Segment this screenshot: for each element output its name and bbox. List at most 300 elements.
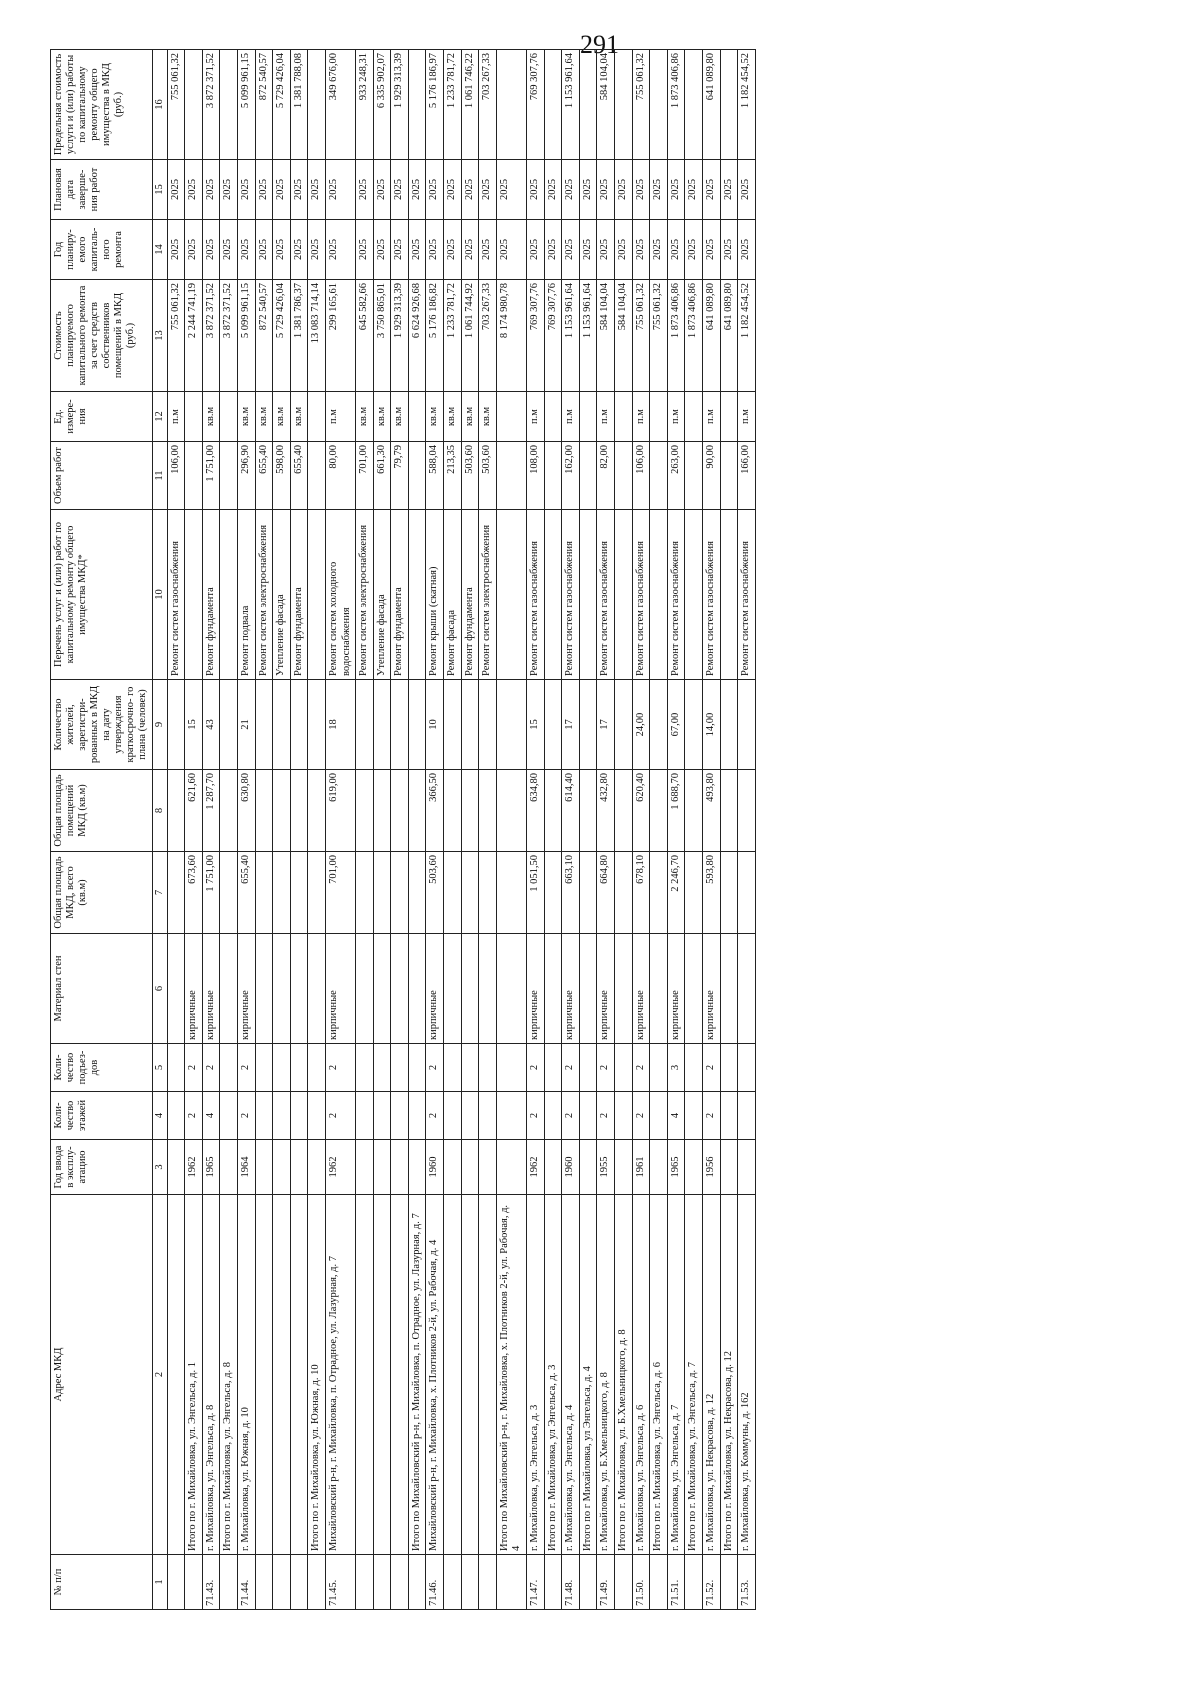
max-cost-cell: 1 061 746,22 (461, 50, 479, 160)
row-number-cell (479, 1555, 497, 1610)
max-cost-cell: 5 176 186,97 (426, 50, 444, 160)
column-index: 3 (152, 1140, 167, 1195)
completion-date-cell: 2025 (391, 160, 409, 220)
header-cell: Объем работ (51, 442, 153, 510)
column-index: 16 (152, 50, 167, 160)
floors-cell (615, 1092, 633, 1140)
residents-cell (615, 680, 633, 770)
premises-area-cell (308, 770, 326, 852)
total-area-cell (308, 852, 326, 934)
residents-cell (255, 680, 273, 770)
unit-cell: п.м (667, 392, 685, 442)
address-cell (373, 1195, 391, 1555)
completion-date-cell: 2025 (562, 160, 580, 220)
work-volume-cell (496, 442, 526, 510)
total-area-cell (479, 852, 497, 934)
completion-date-cell: 2025 (308, 160, 326, 220)
planned-cost-cell: 641 089,80 (702, 280, 720, 392)
work-type-cell: Ремонт систем газоснабжения (167, 510, 185, 680)
commission-year-cell (408, 1140, 426, 1195)
planned-cost-cell: 1 929 313,39 (391, 280, 409, 392)
planned-cost-cell: 3 872 371,52 (202, 280, 220, 392)
total-area-cell (461, 852, 479, 934)
unit-cell: кв.м (202, 392, 220, 442)
table-row (461, 50, 479, 1610)
address-cell: Михайловский р-н, г. Михайловка, п. Отрадное, ул. Лазурная, д. 7 (325, 1195, 355, 1555)
residents-cell: 14,00 (702, 680, 720, 770)
completion-date-cell: 2025 (325, 160, 355, 220)
completion-date-cell: 2025 (685, 160, 703, 220)
premises-area-cell (408, 770, 426, 852)
work-volume-cell: 701,00 (356, 442, 374, 510)
total-area-cell (544, 852, 562, 934)
row-number-cell: 71.51. (667, 1555, 685, 1610)
residents-cell: 21 (237, 680, 255, 770)
table-row (632, 50, 650, 1610)
column-index: 5 (152, 1044, 167, 1092)
planned-cost-cell: 703 267,33 (479, 280, 497, 392)
max-cost-cell (220, 50, 238, 160)
table-row (562, 50, 580, 1610)
floors-cell (650, 1092, 668, 1140)
unit-cell: п.м (738, 392, 756, 442)
column-index: 6 (152, 934, 167, 1044)
address-cell: Итого по г. Михайловка, ул. Б.Хмельницкого, д. 8 (615, 1195, 633, 1555)
work-type-cell: Ремонт систем газоснабжения (667, 510, 685, 680)
work-volume-cell: 598,00 (273, 442, 291, 510)
repair-year-cell: 2025 (167, 220, 185, 280)
total-area-cell (373, 852, 391, 934)
table-row (444, 50, 462, 1610)
max-cost-cell: 5 729 426,04 (273, 50, 291, 160)
row-number-cell (685, 1555, 703, 1610)
commission-year-cell (685, 1140, 703, 1195)
floors-cell: 2 (426, 1092, 444, 1140)
planned-cost-cell: 769 307,76 (527, 280, 545, 392)
commission-year-cell (373, 1140, 391, 1195)
address-cell: Итого по Михайловский р-н, г. Михайловка, п. Отрадное, ул. Лазурная, д. 7 (408, 1195, 426, 1555)
wall-material-cell (273, 934, 291, 1044)
completion-date-cell: 2025 (496, 160, 526, 220)
wall-material-cell: кирпичные (185, 934, 203, 1044)
residents-cell (167, 680, 185, 770)
work-type-cell: Ремонт фундамента (202, 510, 220, 680)
work-type-cell (720, 510, 738, 680)
completion-date-cell: 2025 (255, 160, 273, 220)
max-cost-cell: 769 307,76 (527, 50, 545, 160)
table-row (650, 50, 668, 1610)
floors-cell (720, 1092, 738, 1140)
row-number-cell: 71.50. (632, 1555, 650, 1610)
completion-date-cell: 2025 (202, 160, 220, 220)
wall-material-cell (579, 934, 597, 1044)
premises-area-cell (220, 770, 238, 852)
unit-cell: п.м (527, 392, 545, 442)
table-row (237, 50, 255, 1610)
total-area-cell (579, 852, 597, 934)
commission-year-cell: 1964 (237, 1140, 255, 1195)
premises-area-cell (615, 770, 633, 852)
wall-material-cell (685, 934, 703, 1044)
max-cost-cell: 1 873 406,86 (667, 50, 685, 160)
premises-area-cell: 1 688,70 (667, 770, 685, 852)
repair-year-cell: 2025 (461, 220, 479, 280)
planned-cost-cell: 755 061,32 (167, 280, 185, 392)
premises-area-cell: 614,40 (562, 770, 580, 852)
entrances-cell (544, 1044, 562, 1092)
unit-cell: кв.м (237, 392, 255, 442)
premises-area-cell (255, 770, 273, 852)
work-type-cell (579, 510, 597, 680)
completion-date-cell: 2025 (597, 160, 615, 220)
max-cost-cell (408, 50, 426, 160)
unit-cell (615, 392, 633, 442)
completion-date-cell: 2025 (479, 160, 497, 220)
max-cost-cell: 933 248,31 (356, 50, 374, 160)
unit-cell: кв.м (255, 392, 273, 442)
entrances-cell (308, 1044, 326, 1092)
floors-cell (461, 1092, 479, 1140)
floors-cell: 2 (185, 1092, 203, 1140)
premises-area-cell: 619,00 (325, 770, 355, 852)
row-number-cell: 71.52. (702, 1555, 720, 1610)
repair-year-cell: 2025 (444, 220, 462, 280)
planned-cost-cell: 5 176 186,82 (426, 280, 444, 392)
total-area-cell: 678,10 (632, 852, 650, 934)
row-number-cell (579, 1555, 597, 1610)
entrances-cell (496, 1044, 526, 1092)
premises-area-cell: 634,80 (527, 770, 545, 852)
residents-cell (444, 680, 462, 770)
premises-area-cell (544, 770, 562, 852)
unit-cell: кв.м (356, 392, 374, 442)
floors-cell: 4 (202, 1092, 220, 1140)
table-row (544, 50, 562, 1610)
max-cost-cell: 1 233 781,72 (444, 50, 462, 160)
planned-cost-cell: 769 307,76 (544, 280, 562, 392)
row-number-cell (356, 1555, 374, 1610)
unit-cell: п.м (702, 392, 720, 442)
wall-material-cell: кирпичные (562, 934, 580, 1044)
table-row (408, 50, 426, 1610)
work-volume-cell: 1 751,00 (202, 442, 220, 510)
address-cell: Итого по г. Михайловка, ул Энгельса, д. 3 (544, 1195, 562, 1555)
work-type-cell (496, 510, 526, 680)
floors-cell (479, 1092, 497, 1140)
premises-area-cell: 621,60 (185, 770, 203, 852)
row-number-cell (391, 1555, 409, 1610)
unit-cell: кв.м (273, 392, 291, 442)
unit-cell: п.м (632, 392, 650, 442)
row-number-cell (615, 1555, 633, 1610)
completion-date-cell: 2025 (738, 160, 756, 220)
planned-cost-cell: 1 153 961,64 (579, 280, 597, 392)
work-type-cell (220, 510, 238, 680)
work-volume-cell (685, 442, 703, 510)
unit-cell (685, 392, 703, 442)
address-cell (479, 1195, 497, 1555)
entrances-cell (255, 1044, 273, 1092)
unit-cell: кв.м (373, 392, 391, 442)
floors-cell: 2 (527, 1092, 545, 1140)
premises-area-cell (685, 770, 703, 852)
work-type-cell: Ремонт систем электроснабжения (356, 510, 374, 680)
entrances-cell (579, 1044, 597, 1092)
premises-area-cell (444, 770, 462, 852)
premises-area-cell: 1 287,70 (202, 770, 220, 852)
work-type-cell: Ремонт систем электроснабжения (479, 510, 497, 680)
commission-year-cell (356, 1140, 374, 1195)
completion-date-cell: 2025 (650, 160, 668, 220)
premises-area-cell (373, 770, 391, 852)
work-volume-cell: 503,60 (479, 442, 497, 510)
work-volume-cell: 79,79 (391, 442, 409, 510)
address-cell: г. Михайловка, ул. Энгельса, д. 4 (562, 1195, 580, 1555)
floors-cell (544, 1092, 562, 1140)
work-type-cell: Ремонт систем газоснабжения (632, 510, 650, 680)
row-number-cell (185, 1555, 203, 1610)
planned-cost-cell: 8 174 980,78 (496, 280, 526, 392)
work-type-cell (308, 510, 326, 680)
planned-cost-cell: 6 624 926,68 (408, 280, 426, 392)
address-cell: Итого по г. Михайловка, ул. Южная, д. 10 (308, 1195, 326, 1555)
row-number-cell (444, 1555, 462, 1610)
column-index: 8 (152, 770, 167, 852)
row-number-cell (496, 1555, 526, 1610)
work-type-cell: Ремонт систем газоснабжения (597, 510, 615, 680)
entrances-cell: 2 (426, 1044, 444, 1092)
max-cost-cell: 1 153 961,64 (562, 50, 580, 160)
completion-date-cell: 2025 (408, 160, 426, 220)
unit-cell: п.м (562, 392, 580, 442)
address-cell (290, 1195, 308, 1555)
work-type-cell (685, 510, 703, 680)
header-cell: Адрес МКД (51, 1195, 153, 1555)
column-index-row (152, 50, 167, 1610)
residents-cell: 18 (325, 680, 355, 770)
total-area-cell: 701,00 (325, 852, 355, 934)
entrances-cell: 2 (185, 1044, 203, 1092)
repair-year-cell: 2025 (273, 220, 291, 280)
commission-year-cell (391, 1140, 409, 1195)
table-row (273, 50, 291, 1610)
floors-cell (290, 1092, 308, 1140)
address-cell: г. Михайловка, ул. Некрасова, д. 12 (702, 1195, 720, 1555)
unit-cell: кв.м (426, 392, 444, 442)
entrances-cell (461, 1044, 479, 1092)
max-cost-cell (579, 50, 597, 160)
total-area-cell: 2 246,70 (667, 852, 685, 934)
repair-year-cell: 2025 (632, 220, 650, 280)
header-cell: Материал стен (51, 934, 153, 1044)
work-volume-cell (720, 442, 738, 510)
address-cell (391, 1195, 409, 1555)
work-volume-cell: 655,40 (290, 442, 308, 510)
work-volume-cell (185, 442, 203, 510)
floors-cell (356, 1092, 374, 1140)
repair-year-cell: 2025 (356, 220, 374, 280)
total-area-cell (356, 852, 374, 934)
header-cell: Предельная стоимость услуги и (или) работы по капитальному ремонту общего имущества в МКД (руб.) (51, 50, 153, 160)
total-area-cell (255, 852, 273, 934)
repair-year-cell: 2025 (702, 220, 720, 280)
planned-cost-cell: 3 872 371,52 (220, 280, 238, 392)
commission-year-cell (308, 1140, 326, 1195)
repair-year-cell: 2025 (562, 220, 580, 280)
premises-area-cell: 620,40 (632, 770, 650, 852)
premises-area-cell (290, 770, 308, 852)
wall-material-cell (544, 934, 562, 1044)
residents-cell (720, 680, 738, 770)
wall-material-cell (290, 934, 308, 1044)
repair-year-cell: 2025 (426, 220, 444, 280)
header-cell: Общая площадь помещений МКД (кв.м) (51, 770, 153, 852)
floors-cell (444, 1092, 462, 1140)
max-cost-cell (544, 50, 562, 160)
commission-year-cell: 1962 (185, 1140, 203, 1195)
floors-cell: 4 (667, 1092, 685, 1140)
floors-cell (255, 1092, 273, 1140)
unit-cell (579, 392, 597, 442)
entrances-cell (479, 1044, 497, 1092)
row-number-cell (650, 1555, 668, 1610)
floors-cell: 2 (237, 1092, 255, 1140)
work-type-cell: Ремонт систем электроснабжения (255, 510, 273, 680)
work-volume-cell: 166,00 (738, 442, 756, 510)
column-index: 11 (152, 442, 167, 510)
residents-cell (273, 680, 291, 770)
address-cell: г. Михайловка, ул. Энгельса, д. 7 (667, 1195, 685, 1555)
row-number-cell: 71.43. (202, 1555, 220, 1610)
wall-material-cell: кирпичные (237, 934, 255, 1044)
premises-area-cell (738, 770, 756, 852)
residents-cell: 15 (185, 680, 203, 770)
completion-date-cell: 2025 (356, 160, 374, 220)
repair-year-cell: 2025 (290, 220, 308, 280)
work-type-cell: Ремонт систем газоснабжения (738, 510, 756, 680)
table-row (579, 50, 597, 1610)
floors-cell (738, 1092, 756, 1140)
table-row (167, 50, 185, 1610)
column-index: 14 (152, 220, 167, 280)
entrances-cell (220, 1044, 238, 1092)
completion-date-cell: 2025 (720, 160, 738, 220)
total-area-cell (496, 852, 526, 934)
address-cell: г. Михайловка, ул. Энгельса, д. 3 (527, 1195, 545, 1555)
repair-year-cell: 2025 (527, 220, 545, 280)
max-cost-cell: 349 676,00 (325, 50, 355, 160)
planned-cost-cell: 584 104,04 (615, 280, 633, 392)
wall-material-cell: кирпичные (426, 934, 444, 1044)
unit-cell (650, 392, 668, 442)
entrances-cell (373, 1044, 391, 1092)
address-cell (461, 1195, 479, 1555)
row-number-cell: 71.45. (325, 1555, 355, 1610)
entrances-cell (290, 1044, 308, 1092)
header-cell: Стоимость планируемого капитального ремонта за счет средств собственников помещений в МКД (руб.) (51, 280, 153, 392)
row-number-cell (461, 1555, 479, 1610)
planned-cost-cell: 2 244 741,19 (185, 280, 203, 392)
wall-material-cell (479, 934, 497, 1044)
row-number-cell (720, 1555, 738, 1610)
address-cell (356, 1195, 374, 1555)
floors-cell: 2 (632, 1092, 650, 1140)
column-index: 9 (152, 680, 167, 770)
premises-area-cell (650, 770, 668, 852)
work-type-cell (544, 510, 562, 680)
unit-cell: кв.м (479, 392, 497, 442)
repair-year-cell: 2025 (408, 220, 426, 280)
repair-year-cell: 2025 (720, 220, 738, 280)
wall-material-cell (356, 934, 374, 1044)
address-cell: Итого по Михайловский р-н, г. Михайловка, х. Плотников 2-й, ул. Рабочая, д. 4 (496, 1195, 526, 1555)
completion-date-cell: 2025 (632, 160, 650, 220)
residents-cell: 17 (597, 680, 615, 770)
completion-date-cell: 2025 (237, 160, 255, 220)
max-cost-cell: 3 872 371,52 (202, 50, 220, 160)
repair-year-cell: 2025 (650, 220, 668, 280)
unit-cell: п.м (325, 392, 355, 442)
work-type-cell: Утепление фасада (273, 510, 291, 680)
residents-cell: 15 (527, 680, 545, 770)
commission-year-cell (544, 1140, 562, 1195)
planned-cost-cell: 1 182 454,52 (738, 280, 756, 392)
premises-area-cell (479, 770, 497, 852)
work-type-cell: Ремонт систем газоснабжения (702, 510, 720, 680)
address-cell: г. Михайловка, ул. Б.Хмельницкого, д. 8 (597, 1195, 615, 1555)
work-type-cell (408, 510, 426, 680)
commission-year-cell: 1955 (597, 1140, 615, 1195)
row-number-cell (290, 1555, 308, 1610)
entrances-cell: 2 (597, 1044, 615, 1092)
wall-material-cell (615, 934, 633, 1044)
planned-cost-cell: 1 381 786,37 (290, 280, 308, 392)
residents-cell (308, 680, 326, 770)
commission-year-cell (738, 1140, 756, 1195)
commission-year-cell (479, 1140, 497, 1195)
residents-cell (408, 680, 426, 770)
work-type-cell: Ремонт подвала (237, 510, 255, 680)
page-number: 291 (580, 30, 619, 59)
wall-material-cell: кирпичные (632, 934, 650, 1044)
entrances-cell (650, 1044, 668, 1092)
max-cost-cell: 5 099 961,15 (237, 50, 255, 160)
planned-cost-cell: 5 729 426,04 (273, 280, 291, 392)
premises-area-cell: 630,80 (237, 770, 255, 852)
header-cell: Коли- чество этажей (51, 1092, 153, 1140)
work-type-cell: Ремонт крыши (скатная) (426, 510, 444, 680)
row-number-cell: 71.49. (597, 1555, 615, 1610)
completion-date-cell: 2025 (444, 160, 462, 220)
planned-cost-cell: 584 104,04 (597, 280, 615, 392)
total-area-cell: 1 051,50 (527, 852, 545, 934)
max-cost-cell (650, 50, 668, 160)
max-cost-cell: 755 061,32 (632, 50, 650, 160)
completion-date-cell: 2025 (273, 160, 291, 220)
address-cell (444, 1195, 462, 1555)
row-number-cell (308, 1555, 326, 1610)
completion-date-cell: 2025 (373, 160, 391, 220)
completion-date-cell: 2025 (167, 160, 185, 220)
unit-cell (408, 392, 426, 442)
max-cost-cell (685, 50, 703, 160)
total-area-cell: 673,60 (185, 852, 203, 934)
work-volume-cell: 80,00 (325, 442, 355, 510)
floors-cell: 2 (702, 1092, 720, 1140)
entrances-cell: 3 (667, 1044, 685, 1092)
planned-cost-cell: 1 233 781,72 (444, 280, 462, 392)
row-number-cell (544, 1555, 562, 1610)
